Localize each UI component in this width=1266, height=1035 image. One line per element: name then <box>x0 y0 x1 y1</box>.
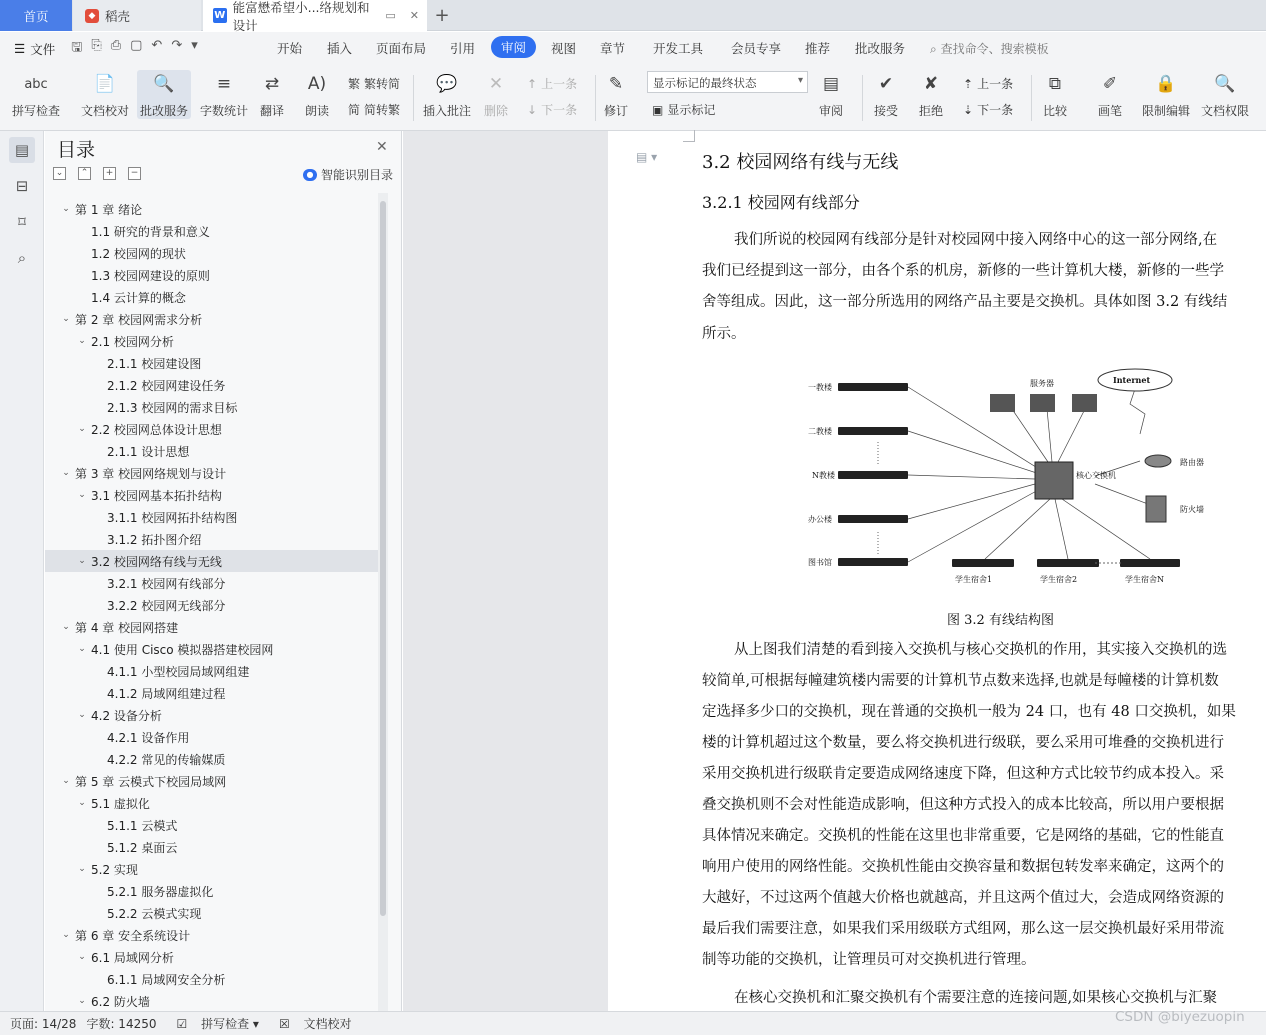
chevron-down-icon[interactable]: ⌄ <box>62 468 70 478</box>
menu-review[interactable]: 审阅 <box>491 36 536 58</box>
diagram-label: 防火墙 <box>1180 505 1204 514</box>
toc-item-label: 1.2 校园网的现状 <box>91 246 186 261</box>
prev-comment-label: 上一条 <box>541 77 578 91</box>
toc-item-label: 2.1.1 校园建设图 <box>107 356 202 371</box>
accept-button[interactable] <box>873 70 899 119</box>
toc-item[interactable] <box>45 902 378 924</box>
checkbox-icon: ☑ <box>176 1017 188 1031</box>
toc-item[interactable] <box>45 264 378 286</box>
toc-item[interactable] <box>45 858 378 880</box>
doc-check-button[interactable] <box>81 70 129 119</box>
toc-item-label: 3.1.2 拓扑图介绍 <box>107 532 202 547</box>
toc-item-label: 4.2.2 常见的传输媒质 <box>107 752 226 767</box>
toc-item-label: 5.1.2 桌面云 <box>107 840 178 855</box>
toc-icon[interactable]: ▤ <box>9 137 35 163</box>
menu-chapter[interactable]: 章节 <box>600 41 626 56</box>
toc-item[interactable] <box>45 528 378 550</box>
tab-home[interactable]: 首页 <box>0 0 72 31</box>
file-menu[interactable] <box>14 40 55 58</box>
doc-check-icon: 📄 <box>94 74 116 94</box>
paragraph-line: 较简单,可根据每幢建筑楼内需要的计算机节点数来选择,也就是每幢楼的计算机数 <box>702 673 1219 689</box>
find-icon[interactable]: ⌕ <box>17 249 27 267</box>
prev-change-icon: ⇡ <box>963 76 974 91</box>
toc-item[interactable] <box>45 660 378 682</box>
diagram-label: 办公楼 <box>808 515 832 524</box>
chapter-icon[interactable]: ⊟ <box>15 177 29 195</box>
diagram-label: 学生宿舍1 <box>955 575 993 584</box>
toc-item-label: 5.2.2 云模式实现 <box>107 906 202 921</box>
reject-button[interactable] <box>918 70 944 119</box>
grading-service-button[interactable] <box>137 70 191 119</box>
reject-icon: ✘ <box>923 74 939 94</box>
menu-layout[interactable]: 页面布局 <box>376 41 427 56</box>
delete-comment-button[interactable] <box>483 70 509 119</box>
toc-item[interactable] <box>45 572 378 594</box>
margin-corner <box>683 130 695 142</box>
paragraph-line: 制等功能的交换机，让管理员可对交换机进行管理。 <box>702 952 1036 968</box>
chevron-down-icon[interactable]: ⌄ <box>78 336 86 346</box>
toc-item[interactable] <box>45 396 378 418</box>
trad-to-simp-label: 繁转简 <box>364 77 401 91</box>
watermark: CSDN @biyezuopin <box>1115 1009 1245 1025</box>
bookmark-icon[interactable]: ⌑ <box>18 213 26 231</box>
paragraph-line: 响用户使用的网络性能。交换机性能由交换容量和数据包转发率来确定，这两个的 <box>702 859 1224 875</box>
toc-item-label: 2.1.1 设计思想 <box>107 444 190 459</box>
toc-item[interactable] <box>45 836 378 858</box>
reject-label: 拒绝 <box>918 104 943 118</box>
toc-item[interactable] <box>45 968 378 990</box>
toc-item[interactable] <box>45 946 378 968</box>
delete-comment-label: 删除 <box>483 104 508 118</box>
paragraph-line: 所示。 <box>702 326 746 342</box>
toc-item[interactable] <box>45 242 378 264</box>
spell-check-label: 拼写检查 <box>12 104 61 118</box>
insert-comment-label: 插入批注 <box>423 104 472 118</box>
track-changes-label: 修订 <box>603 104 628 118</box>
insert-comment-button[interactable] <box>423 70 471 119</box>
status-check-label: 文档校对 <box>303 1017 352 1031</box>
toc-item[interactable] <box>45 418 378 440</box>
toc-item-label: 3.1 校园网基本拓扑结构 <box>91 488 222 503</box>
toc-item-label: 5.2 实现 <box>91 862 138 877</box>
chevron-down-icon[interactable]: ⌄ <box>78 710 86 720</box>
toc-item-label: 6.1.1 局域网安全分析 <box>107 972 226 987</box>
toc-item-label: 3.2 校园网络有线与无线 <box>91 554 222 569</box>
menu-insert[interactable]: 插入 <box>327 41 353 56</box>
toc-item[interactable] <box>45 198 378 220</box>
redo-icon[interactable]: ↷ <box>171 37 183 53</box>
diagram-label: 一教楼 <box>808 383 832 392</box>
diagram-label: 服务器 <box>1030 379 1054 388</box>
read-aloud-label: 朗读 <box>304 104 329 118</box>
markup-state-select[interactable]: 显示标记的最终状态 ▾ <box>647 71 808 93</box>
trad-simp-icon: 繁 <box>348 77 361 91</box>
doc-check-label: 文档校对 <box>81 104 130 118</box>
doc-permission-label: 文档权限 <box>1201 104 1250 118</box>
toc-item[interactable] <box>45 726 378 748</box>
accept-icon: ✔ <box>878 74 894 94</box>
paragraph-line: 我们所说的校园网有线部分是针对校园网中接入网络中心的这一部分网络,在 <box>734 232 1218 248</box>
toc-item[interactable] <box>45 814 378 836</box>
diagram-label: 二教楼 <box>808 427 832 436</box>
toc-item-label: 2.1.2 校园网建设任务 <box>107 378 226 393</box>
chevron-down-icon[interactable]: ⌄ <box>62 930 70 940</box>
status-bar <box>0 1011 1266 1035</box>
translate-button[interactable] <box>259 70 285 119</box>
review-pane-icon: ▤ <box>822 74 840 94</box>
show-markup-button[interactable] <box>652 101 715 118</box>
pen-icon: ✐ <box>1102 74 1118 94</box>
next-comment-button[interactable] <box>527 101 577 118</box>
toc-item-label: 3.1.1 校园网拓扑结构图 <box>107 510 238 525</box>
review-pane-button[interactable] <box>818 70 844 119</box>
toc-item-label: 2.1.3 校园网的需求目标 <box>107 400 238 415</box>
word-count-button[interactable] <box>200 70 248 119</box>
toc-item-label: 1.1 研究的背景和意义 <box>91 224 210 239</box>
trad-to-simp-button[interactable] <box>348 75 400 92</box>
chevron-down-icon[interactable]: ⌄ <box>78 556 86 566</box>
word-count[interactable]: 字数: 14250 <box>86 1017 157 1031</box>
docbox-icon: ☒ <box>278 1017 290 1031</box>
smart-toc-icon: ● <box>303 169 317 181</box>
restrict-edit-label: 限制编辑 <box>1142 104 1191 118</box>
network-diagram <box>800 364 1220 596</box>
grading-service-icon: 🔍 <box>153 74 175 94</box>
chevron-down-icon[interactable]: ⌄ <box>78 996 86 1006</box>
doc-permission-button[interactable] <box>1201 70 1249 119</box>
export-icon[interactable]: ⎘ <box>91 37 102 53</box>
chevron-down-icon[interactable]: ⌄ <box>78 644 86 654</box>
toc-item-label: 第 5 章 云模式下校园局域网 <box>75 774 227 789</box>
hamburger-icon: ☰ <box>14 41 26 56</box>
accept-label: 接受 <box>873 104 898 118</box>
toc-scrollbar[interactable] <box>380 201 386 916</box>
toc-item[interactable] <box>45 924 378 946</box>
smart-toc-button[interactable] <box>303 166 393 183</box>
prev-change-button[interactable] <box>963 75 1013 92</box>
track-changes-icon: ✎ <box>608 74 624 94</box>
search-label: 查找命令、搜索模板 <box>940 42 1049 56</box>
restrict-edit-button[interactable] <box>1142 70 1190 119</box>
toc-item-label: 5.1 虚拟化 <box>91 796 150 811</box>
toc-item[interactable] <box>45 506 378 528</box>
menu-view[interactable]: 视图 <box>551 41 577 56</box>
file-menu-label: 文件 <box>30 41 56 57</box>
menu-member[interactable]: 会员专享 <box>731 41 782 56</box>
translate-label: 翻译 <box>259 104 284 118</box>
toc-item-label: 第 6 章 安全系统设计 <box>75 928 191 943</box>
compare-icon: ⧉ <box>1048 74 1062 94</box>
close-tab-icon[interactable]: ✕ <box>409 9 419 22</box>
add-heading-icon[interactable]: + <box>103 167 116 180</box>
toc-item[interactable] <box>45 748 378 770</box>
toc-title: 目录 <box>57 139 96 161</box>
toc-item-label: 第 4 章 校园网搭建 <box>75 620 179 635</box>
page-indicator[interactable]: 页面: 14/28 <box>10 1017 77 1031</box>
next-change-icon: ⇣ <box>963 102 974 117</box>
menu-grading[interactable]: 批改服务 <box>855 41 906 56</box>
toc-item[interactable] <box>45 770 378 792</box>
toc-item-label: 6.1 局域网分析 <box>91 950 174 965</box>
smart-toc-label: 智能识别目录 <box>321 168 394 182</box>
spell-check-button[interactable] <box>12 70 60 119</box>
new-tab-button[interactable]: + <box>434 5 450 26</box>
chevron-down-icon[interactable]: ⌄ <box>78 952 86 962</box>
toc-item-label: 4.2 设备分析 <box>91 708 162 723</box>
toc-item[interactable] <box>45 374 378 396</box>
subsection-heading: 3.2.1 校园网有线部分 <box>702 193 860 212</box>
toc-item-label: 5.2.1 服务器虚拟化 <box>107 884 214 899</box>
paragraph-line: 舍等组成。因此，这一部分所选用的网络产品主要是交换机。具体如图 3.2 有线结 <box>702 294 1228 310</box>
pen-label: 画笔 <box>1097 104 1122 118</box>
diagram-label: 路由器 <box>1180 458 1204 467</box>
chevron-down-icon[interactable]: ⌄ <box>78 490 86 500</box>
toc-panel <box>45 131 402 1011</box>
paragraph-line: 采用交换机进行级联肯定要造成网络速度下降，但这种方式比较节约成本投入。采 <box>702 766 1224 782</box>
prev-change-label: 上一条 <box>977 77 1014 91</box>
toc-item[interactable] <box>45 330 378 352</box>
menu-reference[interactable]: 引用 <box>450 41 476 56</box>
remove-heading-icon[interactable]: − <box>128 167 141 180</box>
status-doc-check[interactable] <box>269 1015 352 1032</box>
simp-to-trad-button[interactable] <box>348 101 400 118</box>
toc-item[interactable] <box>45 880 378 902</box>
toc-item[interactable] <box>45 792 378 814</box>
doc-permission-icon: 🔍 <box>1214 74 1236 94</box>
paragraph-line: 我们已经提到这一部分，由各个系的机房，新修的一些计算机大楼，新修的一些学 <box>702 263 1224 279</box>
delete-comment-icon: ✕ <box>488 74 504 94</box>
tab-daoke[interactable] <box>73 0 201 31</box>
tab-bar <box>0 0 1266 31</box>
toc-item[interactable] <box>45 308 378 330</box>
read-aloud-button[interactable] <box>304 70 330 119</box>
undo-icon[interactable]: ↶ <box>151 37 163 53</box>
chevron-down-icon[interactable]: ⌄ <box>78 798 86 808</box>
toc-item-label: 第 3 章 校园网络规划与设计 <box>75 466 227 481</box>
menu-start[interactable]: 开始 <box>277 41 303 56</box>
toc-item-label: 3.2.2 校园网无线部分 <box>107 598 226 613</box>
toc-item-label: 2.2 校园网总体设计思想 <box>91 422 222 437</box>
close-icon[interactable]: ✕ <box>376 139 388 155</box>
paragraph-line: 最后我们需要注意，如果我们采用级联方式组网，那么这一层交换机最好采用带流 <box>702 921 1224 937</box>
tab-document[interactable] <box>203 0 427 31</box>
read-aloud-icon: A) <box>307 74 327 94</box>
monitor-icon[interactable]: ▭ <box>385 9 396 22</box>
compare-button[interactable] <box>1042 70 1068 119</box>
review-pane-label: 审阅 <box>818 104 843 118</box>
toc-item-label: 5.1.1 云模式 <box>107 818 178 833</box>
status-spell-check[interactable]: ☑ 拼写检查 ▾ <box>176 1017 259 1031</box>
menu-recommend[interactable]: 推荐 <box>805 41 831 56</box>
diagram-label: 核心交换机 <box>1076 471 1116 480</box>
diagram-label: 学生宿舍2 <box>1040 575 1078 584</box>
toc-item-label: 第 1 章 绪论 <box>75 202 143 217</box>
paragraph-line: 在核心交换机和汇聚交换机有个需要注意的连接问题,如果核心交换机与汇聚 <box>734 990 1218 1006</box>
figure-caption: 图 3.2 有线结构图 <box>947 613 1054 628</box>
toc-item-label: 3.2.1 校园网有线部分 <box>107 576 226 591</box>
nav-strip <box>0 131 44 1011</box>
more-icon[interactable]: ▾ <box>191 37 198 53</box>
paragraph-line: 从上图我们清楚的看到接入交换机与核心交换机的作用，其实接入交换机的选 <box>734 642 1227 658</box>
toc-item-label: 1.4 云计算的概念 <box>91 290 186 305</box>
status-spell-label: 拼写检查 <box>201 1017 250 1031</box>
simp-to-trad-label: 简转繁 <box>364 103 401 117</box>
toc-item-label: 6.2 防火墙 <box>91 994 150 1009</box>
next-change-button[interactable] <box>963 101 1013 118</box>
diagram-label: Internet <box>1113 375 1151 385</box>
grading-service-label: 批改服务 <box>140 104 189 118</box>
toc-item-label: 1.3 校园网建设的原则 <box>91 268 210 283</box>
menu-devtools[interactable]: 开发工具 <box>653 41 704 56</box>
page-layout-icon[interactable]: ▤ ▾ <box>636 150 658 164</box>
comment-plus-icon: 💬 <box>436 74 458 94</box>
toc-item[interactable] <box>45 990 378 1011</box>
paragraph-line: 叠交换机则不会对性能造成影响，但这种方式投入的成本比较高，所以用户要根据 <box>702 797 1224 813</box>
pen-button[interactable] <box>1097 70 1123 119</box>
word-count-label: 字数统计 <box>200 104 249 118</box>
lock-icon: 🔒 <box>1155 74 1177 94</box>
toc-item-label: 4.1.1 小型校园局域网组建 <box>107 664 250 679</box>
next-change-label: 下一条 <box>977 103 1014 117</box>
toc-item[interactable] <box>45 220 378 242</box>
toc-item[interactable] <box>45 550 378 572</box>
search-icon: ⌕ <box>930 42 937 56</box>
next-comment-label: 下一条 <box>541 103 578 117</box>
toc-list <box>45 198 380 1011</box>
tab-daoke-label: 稻壳 <box>105 8 131 24</box>
preview-icon[interactable]: ▢ <box>130 37 143 53</box>
toc-item[interactable] <box>45 462 378 484</box>
toc-item[interactable] <box>45 352 378 374</box>
paragraph-line: 大越好，不过这两个值越大价格也就越高，并且这两个值过大，会造成网络资源的 <box>702 890 1224 906</box>
section-heading: 3.2 校园网络有线与无线 <box>702 152 899 173</box>
toc-item[interactable] <box>45 440 378 462</box>
save-icon[interactable]: 🖫 <box>71 39 83 55</box>
diagram-label: N教楼 <box>812 471 835 480</box>
toc-item[interactable] <box>45 682 378 704</box>
expand-all-icon[interactable]: ⌄ <box>53 167 66 180</box>
spell-check-icon: abc <box>24 76 48 92</box>
toc-item-label: 第 2 章 校园网需求分析 <box>75 312 203 327</box>
track-changes-button[interactable] <box>603 70 629 119</box>
toc-item[interactable] <box>45 594 378 616</box>
toc-item[interactable] <box>45 638 378 660</box>
toc-item-label: 2.1 校园网分析 <box>91 334 174 349</box>
toc-item-label: 4.1 使用 Cisco 模拟器搭建校园网 <box>91 642 274 657</box>
paragraph-line: 楼的计算机超过这个数量，要么将交换机进行级联，要么采用可堆叠的交换机进行 <box>702 735 1224 751</box>
chevron-down-icon[interactable]: ⌄ <box>78 864 86 874</box>
toc-item[interactable] <box>45 616 378 638</box>
chevron-down-icon[interactable]: ⌄ <box>62 622 70 632</box>
chevron-down-icon[interactable]: ⌄ <box>62 204 70 214</box>
command-search[interactable] <box>930 40 1049 57</box>
diagram-label: 图书馆 <box>808 558 832 567</box>
writer-icon: W <box>214 10 226 21</box>
show-markup-label: 显示标记 <box>667 103 716 117</box>
next-comment-icon: ↓ <box>527 102 538 117</box>
toc-item[interactable] <box>45 484 378 506</box>
chevron-down-icon[interactable]: ⌄ <box>78 424 86 434</box>
daoke-icon: ◆ <box>85 9 99 23</box>
toc-item[interactable] <box>45 704 378 726</box>
menu-bar <box>0 32 1266 65</box>
translate-icon: ⇄ <box>264 74 280 94</box>
tab-document-label: 能富懋希望小...络规划和设计 <box>232 0 370 33</box>
show-markup-icon: ▣ <box>652 102 664 117</box>
print-icon[interactable]: ⎙ <box>110 37 122 53</box>
prev-comment-button[interactable] <box>527 75 577 92</box>
chevron-down-icon[interactable]: ⌄ <box>62 776 70 786</box>
toc-item-label: 4.1.2 局域网组建过程 <box>107 686 226 701</box>
toc-item-label: 4.2.1 设备作用 <box>107 730 190 745</box>
collapse-all-icon[interactable]: ⌃ <box>78 167 91 180</box>
paragraph-line: 具体情况来确定。交换机的性能在这里也非常重要，它是网络的基础，它的性能直 <box>702 828 1224 844</box>
compare-label: 比较 <box>1042 104 1067 118</box>
simp-trad-icon: 简 <box>348 103 361 117</box>
word-count-icon: ≡ <box>216 74 232 94</box>
diagram-label: 学生宿舍N <box>1125 575 1164 584</box>
chevron-down-icon[interactable]: ⌄ <box>62 314 70 324</box>
paragraph-line: 定选择多少口的交换机，现在普通的交换机一般为 24 口，也有 48 口交换机，如果 <box>702 704 1236 720</box>
toc-item[interactable] <box>45 286 378 308</box>
prev-comment-icon: ↑ <box>527 76 538 91</box>
